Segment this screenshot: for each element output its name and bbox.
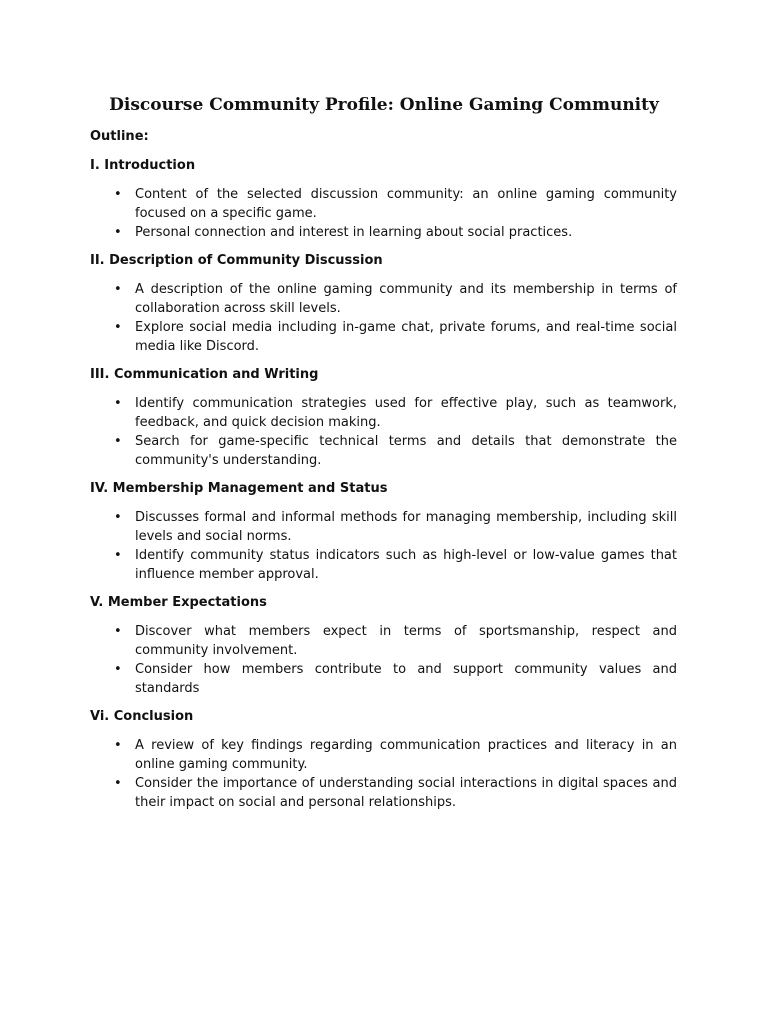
bullet-list xyxy=(90,622,677,698)
section-description xyxy=(90,251,677,356)
bullet-list xyxy=(90,394,677,470)
section-heading: II. Description of Community Discussion xyxy=(90,253,383,268)
section-expectations xyxy=(90,593,677,698)
list-item: • Identify communication strategies used for effective play, such as teamwork, feedback, and quick decision making. xyxy=(135,394,677,432)
section-heading: IV. Membership Management and Status xyxy=(90,481,388,496)
document-body xyxy=(90,127,677,821)
bullet-list xyxy=(90,280,677,356)
document-title: Discourse Community Profile: Online Gaming Community xyxy=(109,95,659,115)
section-communication xyxy=(90,365,677,470)
list-item: • Explore social media including in-game chat, private forums, and real-time social media like Discord. xyxy=(135,318,677,356)
bullet-list xyxy=(90,508,677,584)
list-item: • Search for game-specific technical terms and details that demonstrate the community's understanding. xyxy=(135,432,677,470)
list-item: • Personal connection and interest in learning about social practices. xyxy=(135,223,677,242)
section-heading: III. Communication and Writing xyxy=(90,367,319,382)
list-item: • Consider the importance of understanding social interactions in digital spaces and their impact on social and personal relationships. xyxy=(135,774,677,812)
list-item: • Content of the selected discussion community: an online gaming community focused on a specific game. xyxy=(135,185,677,223)
outline-label: Outline: xyxy=(90,129,149,144)
section-heading: I. Introduction xyxy=(90,158,196,173)
section-heading: V. Member Expectations xyxy=(90,595,267,610)
list-item: • Identify community status indicators such as high-level or low-value games that influence member approval. xyxy=(135,546,677,584)
section-introduction xyxy=(90,156,677,242)
bullet-list xyxy=(90,736,677,812)
section-membership xyxy=(90,479,677,584)
list-item: • A review of key findings regarding communication practices and literacy in an online gaming community. xyxy=(135,736,677,774)
section-conclusion xyxy=(90,707,677,812)
list-item: • Consider how members contribute to and support community values and standards xyxy=(135,660,677,698)
list-item: • Discusses formal and informal methods for managing membership, including skill levels and social norms. xyxy=(135,508,677,546)
bullet-list xyxy=(90,185,677,242)
list-item: • Discover what members expect in terms of sportsmanship, respect and community involvement. xyxy=(135,622,677,660)
section-heading: Vi. Conclusion xyxy=(90,709,194,724)
list-item: • A description of the online gaming community and its membership in terms of collaboration across skill levels. xyxy=(135,280,677,318)
